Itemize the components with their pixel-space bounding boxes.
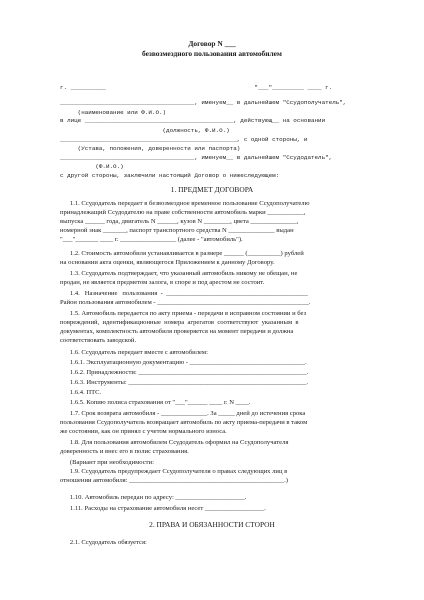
header-line: (Устава, положения, доверенности или паспорта) (60, 145, 241, 152)
section-heading: 2. ПРАВА И ОБЯЗАННОСТИ СТОРОН (149, 520, 275, 529)
header-line: в лице __________________________________________, действующ__ на основании (60, 117, 326, 124)
paragraph-line: отношении автомобиля: _______________________________________________.) (60, 477, 288, 484)
header-line: (Ф.И.О.) (60, 163, 124, 170)
paragraph-line: 1.1. Ссудодатель передает в безвозмездное временное пользование Ссудополучателю (60, 200, 310, 207)
doc-subtitle: безвозмездного пользования автомобилем (142, 49, 282, 58)
header-line: __________________________________________________, с одной стороны, и (60, 136, 308, 143)
paragraph-line: продан, не является предметом залога, в споре и под арестом не состоит. (60, 279, 265, 286)
header-line: г. __________ "___"_________ ____ г. (60, 84, 333, 91)
paragraph-line: 1.6.2. Принадлежности: ___________________________________________________. (60, 369, 309, 376)
header-line: ______________________________________, именуем__ в дальнейшем "Ссудодатель", (60, 154, 333, 161)
paragraph-line: же состоянии, как он принял с учетом нормального износа. (60, 428, 227, 435)
section-heading: 1. ПРЕДМЕТ ДОГОВОРА (170, 185, 254, 194)
paragraph-line: 1.6.3. Инструменты: ______________________________________________________. (60, 379, 309, 386)
paragraph-line: 1.6. Ссудодатель передает вместе с автомобилем: (60, 349, 208, 356)
paragraph-line: 1.9. Ссудодатель предупреждает Ссудополучателя о правах следующих лиц в (60, 468, 288, 475)
paragraph-line: 1.2. Стоимость автомобиля устанавливается в размере ______ (__________) рублей (60, 250, 304, 257)
paragraph-line: повреждений, идентификационные номера агрегатов соответствуют указанным в (60, 319, 299, 326)
paragraph-line: 1.6.5. Копию полиса страхования от "___"______ ____ г. N ____. (60, 399, 251, 406)
paragraph-line: 1.10. Автомобиль передан по адресу: _____________________. (60, 494, 247, 501)
paragraph-line: документах, комплектность автомобиля проверяется на момент передачи и должна (60, 328, 294, 335)
header-line: ______________________________________, именуем__ в дальнейшем "Ссудополучатель", (60, 99, 347, 106)
paragraph-line: принадлежащий Ссудодателю на праве собственности автомобиль марки ___________, (60, 209, 306, 216)
paragraph-line: на основании акта оценки, являющегося Приложением к данному Договору. (60, 259, 275, 266)
header-line: с другой стороны, заключили настоящий Договор о нижеследующем: (60, 172, 280, 179)
paragraph-line: 1.6.4. ПТС. (60, 389, 102, 396)
paragraph-line: номерной знак _______, паспорт транспортного средства N ______________ выдан (60, 227, 294, 234)
paragraph-line: 1.11. Расходы на страхование автомобиля несет __________________. (60, 505, 266, 512)
paragraph-line: 1.3. Ссудодатель подтверждает, что указанный автомобиль никому не обещан, не (60, 270, 298, 277)
paragraph-line: 1.5. Автомобиль передается по акту приема - передачи в исправном состоянии и без (60, 310, 307, 317)
paragraph-line: выпуска ______ года, двигатель N ______, кузов N ________, цвета ______________, (60, 218, 299, 225)
header-line: (наименование или Ф.И.О.) (60, 109, 167, 116)
paragraph-line: 1.4. Назначение пользования - ___________________________________________ (60, 290, 308, 297)
paragraph-line: 1.7. Срок возврата автомобиля - ______________. За _____ дней до истечения срока (60, 410, 306, 417)
paragraph-line: 1.8. Для пользования автомобилем Ссудодатель оформил на Ссудополучателя (60, 439, 289, 446)
header-line: (должность, Ф.И.О.) (60, 127, 230, 134)
paragraph-line: "___"_______ ____ г. _________________ (далее - "автомобиль"). (60, 236, 243, 243)
paragraph-line: соответствовать заводской. (60, 337, 137, 344)
doc-title: Договор N ___ (188, 39, 236, 48)
paragraph-line: 2.1. Ссудодатель обязуется: (60, 539, 147, 546)
paragraph-line: (Вариант при необходимости: (60, 459, 154, 466)
paragraph-line: пользования Ссудополучатель возвращает автомобиль по акту приема-передачи в таком (60, 419, 308, 426)
paragraph-line: доверенность и внес его в полис страхования. (60, 448, 189, 455)
paragraph-line: Район пользования автомобилем - ______________________________________________. (60, 299, 311, 306)
paragraph-line: 1.6.1. Эксплуатационную документацию - ___________________________________. (60, 359, 307, 366)
